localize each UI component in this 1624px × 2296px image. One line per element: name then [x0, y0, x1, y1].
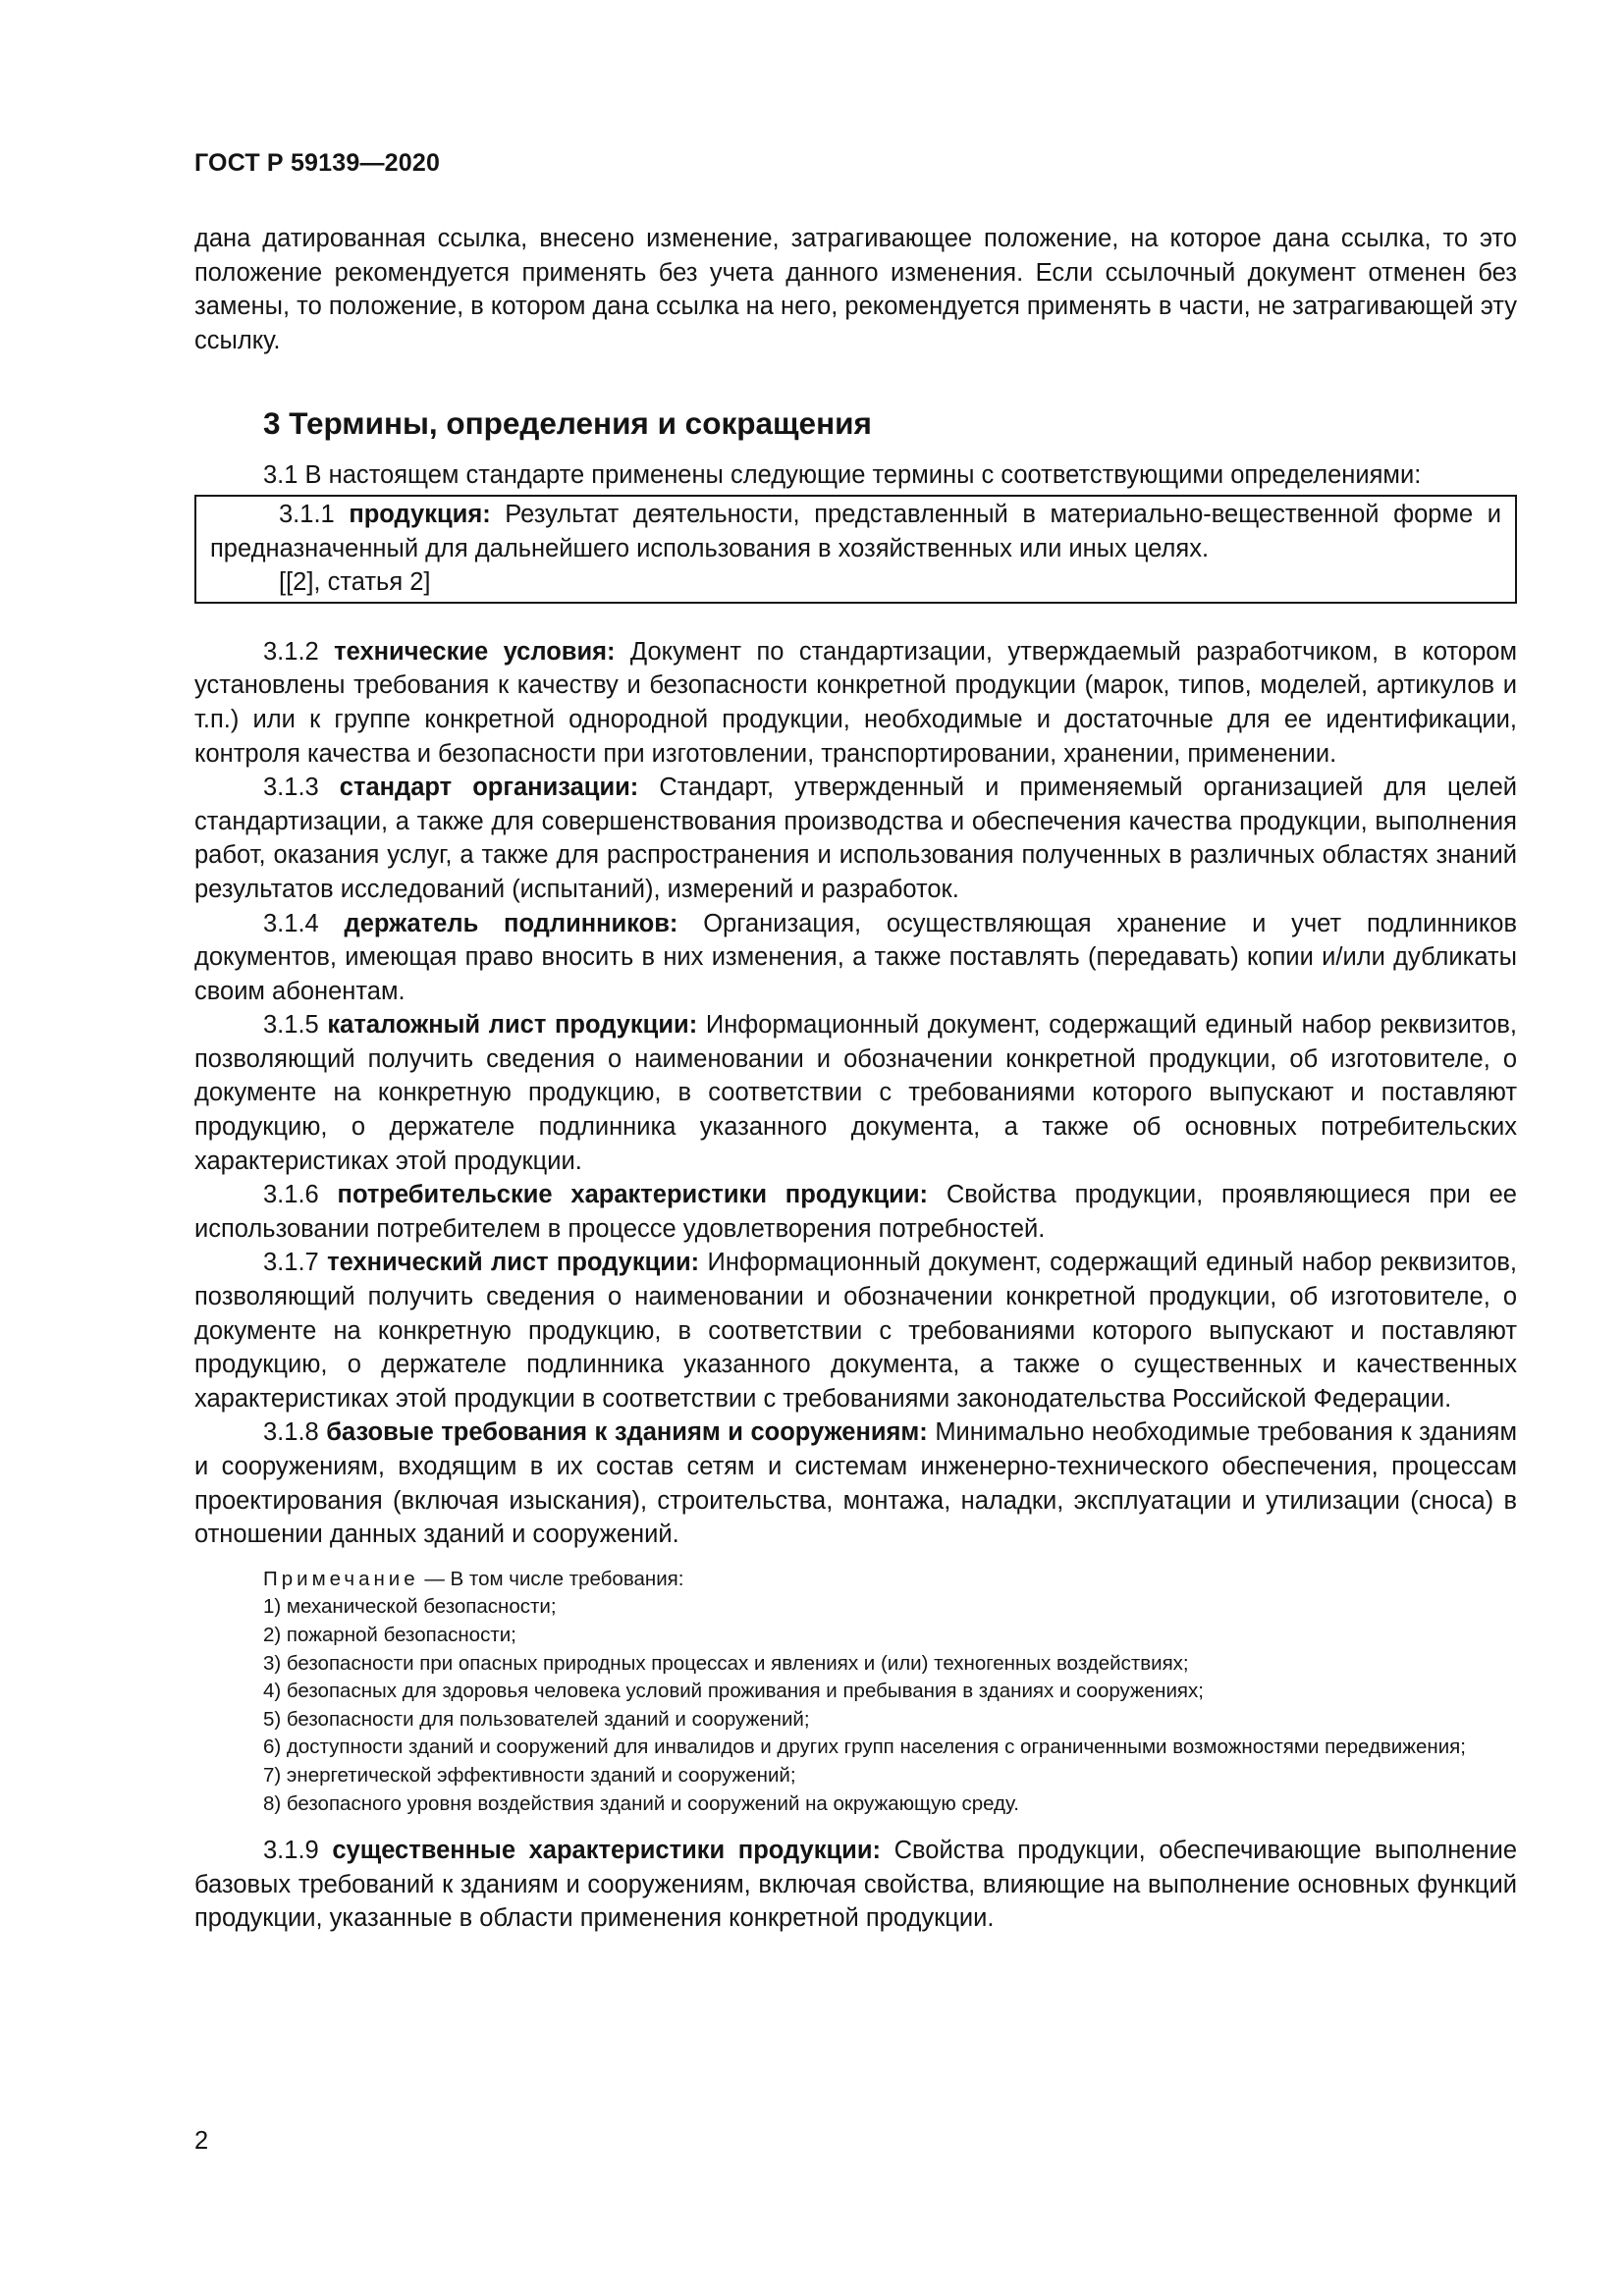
term-definition: Минимально необходимые требования к зданиям и сооружениям, входящим в их состав сетям и системам инженерно-технического обеспечения, процессам проектирования (включая изыскания), строительства, монтажа, наладки, эксплуатации и утилизации (сноса) в отношении данных зданий и сооружений.	[194, 1418, 1517, 1549]
term-name: потребительские характеристики продукции:	[337, 1181, 928, 1209]
term-3-1-1	[210, 498, 1501, 565]
term-number: 3.1.5	[263, 1011, 319, 1040]
term-number: 3.1.6	[263, 1181, 319, 1209]
term-definition: Свойства продукции, обеспечивающие выполнение базовых требований к зданиям и сооружениям, включая свойства, влияющие на выполнение основных функций продукции, указанные в области применения конкретной продукции.	[194, 1837, 1518, 1933]
note-label: Примечание	[263, 1567, 419, 1590]
term-3-1-9	[194, 1834, 1517, 1936]
intro-paragraph: дана датированная ссылка, внесено изменение, затрагивающее положение, на которое дана ссылка, то это положение рекомендуется применять без учета данного изменения. Если ссылочный документ отменен без замены, то положение, в котором дана ссылка на него, рекомендуется применять в части, не затрагивающей эту ссылку.	[194, 225, 1517, 354]
term-name: держатель подлинников:	[344, 909, 678, 937]
term-3-1-5	[194, 1008, 1517, 1178]
note-item: 4) безопасных для здоровья человека условий проживания и пребывания в зданиях и сооружениях;	[263, 1680, 1204, 1703]
note-intro	[194, 1566, 1517, 1594]
term-definition: Результат деятельности, представленный в материально-вещественной форме и предназначенный для дальнейшего использования в хозяйственных или иных целях.	[210, 500, 1501, 562]
term-definition: Документ по стандартизации, утверждаемый разработчиком, в котором установлены требования к качеству и безопасности конкретной продукции (марок, типов, моделей, артикулов и т.п.) или к группе конкретной однородной продукции, необходимые и достаточные для ее идентификации, контроля качества и безопасности при изготовлении, транспортировании, хранении, применении.	[194, 637, 1517, 768]
note-item: 3) безопасности при опасных природных процессах и явлениях и (или) техногенных воздействиях;	[263, 1651, 1189, 1675]
term-name: базовые требования к зданиям и сооружениям:	[326, 1418, 928, 1447]
term-number: 3.1.3	[263, 774, 319, 802]
term-3-1-2	[194, 635, 1517, 771]
document-id: ГОСТ Р 59139—2020	[194, 149, 441, 177]
term-3-1-6	[194, 1178, 1517, 1246]
note-intro-text: — В том числе требования:	[424, 1567, 684, 1590]
boxed-term	[194, 495, 1517, 604]
term-3-1-7	[194, 1246, 1517, 1415]
term-name: стандарт организации:	[339, 774, 639, 802]
note-item: 5) безопасности для пользователей зданий и сооружений;	[263, 1707, 810, 1731]
note-item: 2) пожарной безопасности;	[263, 1623, 516, 1646]
term-number: 3.1.2	[263, 637, 319, 666]
term-definition: Организация, осуществляющая хранение и учет подлинников документов, имеющая право вносить в них изменения, а также поставлять (передавать) копии и/или дубликаты своим абонентам.	[194, 909, 1517, 1005]
term-3-1-4	[194, 907, 1517, 1009]
term-number: 3.1.8	[263, 1418, 319, 1447]
term-name: каталожный лист продукции:	[327, 1011, 698, 1040]
note-item: 7) энергетической эффективности зданий и сооружений;	[263, 1763, 796, 1787]
term-number: 3.1.1	[279, 500, 335, 528]
term-3-1-8	[194, 1415, 1517, 1551]
term-number: 3.1.4	[263, 909, 319, 937]
section-title: 3 Термины, определения и сокращения	[263, 405, 872, 442]
note-item: 8) безопасного уровня воздействия зданий и сооружений на окружающую среду.	[263, 1791, 1019, 1815]
section-lead: 3.1 В настоящем стандарте применены следующие термины с соответствующими определениями:	[263, 461, 1422, 490]
note-block	[194, 1566, 1517, 1818]
term-number: 3.1.7	[263, 1249, 319, 1277]
term-name: технические условия:	[334, 637, 616, 666]
term-name: технический лист продукции:	[327, 1249, 700, 1277]
term-definition: Информационный документ, содержащий единый набор реквизитов, позволяющий получить сведения о наименовании и обозначении конкретной продукции, об изготовителе, о документе на конкретную продукцию, в соответствии с требованиями которого выпускают и поставляют продукцию, о держателе подлинника указанного документа, а также об основных потребительских характеристиках этой продукции.	[194, 1011, 1517, 1175]
page-body	[194, 222, 1517, 1936]
term-definition: Информационный документ, содержащий единый набор реквизитов, позволяющий получить сведения о наименовании и обозначении конкретной продукции, об изготовителе, о документе на конкретную продукцию, в соответствии с требованиями которого выпускают и поставляют продукцию, о держателе подлинника указанного документа, а также о существенных и качественных характеристиках этой продукции в соответствии с требованиями законодательства Российской Федерации.	[194, 1249, 1517, 1413]
term-3-1-3	[194, 771, 1517, 906]
term-name: существенные характеристики продукции:	[332, 1837, 881, 1865]
term-name: продукция:	[349, 500, 491, 528]
page-number: 2	[194, 2127, 209, 2155]
term-number: 3.1.9	[263, 1837, 319, 1865]
term-definition: Стандарт, утвержденный и применяемый организацией для целей стандартизации, а также для совершенствования производства и обеспечения качества продукции, выполнения работ, оказания услуг, а также для распространения и использования полученных в различных областях знаний результатов исследований (испытаний), измерений и разработок.	[194, 774, 1518, 903]
term-reference: [[2], статья 2]	[279, 568, 431, 597]
term-definition: Свойства продукции, проявляющиеся при ее использовании потребителем в процессе удовлетворения потребностей.	[194, 1181, 1517, 1243]
note-item: 6) доступности зданий и сооружений для инвалидов и других групп населения с ограниченными возможностями передвижения;	[263, 1735, 1466, 1759]
note-item: 1) механической безопасности;	[263, 1595, 557, 1619]
